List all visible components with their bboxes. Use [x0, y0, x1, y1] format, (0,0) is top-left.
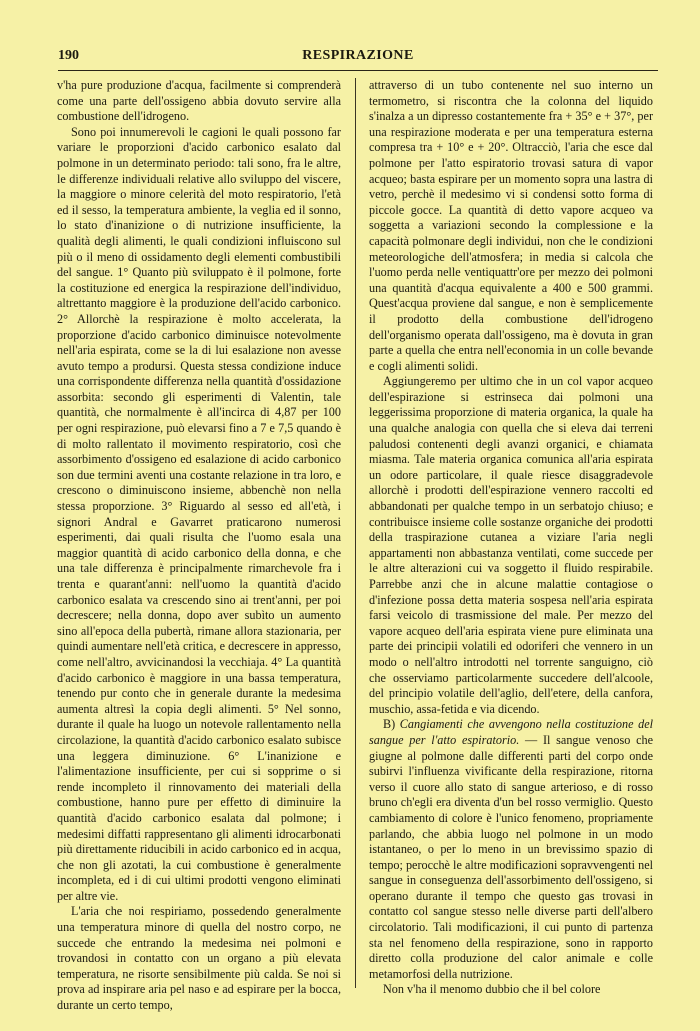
- header-rule: [58, 70, 658, 71]
- section-text: — Il sangue venoso che giugne al polmone dalle differenti parti del corpo onde subirvi l'influenza vivificante della respirazione, ritorna verso il cuore allo stato di sangue arterioso, e di rosso bruno ch'egli era diventa d'un bel rosso vermiglio. Questo cambiamento di colore è l'unico fenomeno, propriamente parlando, che abbia luogo nel polmone in un modo istantaneo, o per lo meno in un brevissimo spazio di tempo; perocchè le altre modificazioni sopravvengenti nel sangue in conseguenza dell'assorbimento dell'ossigeno, si operano durante il tempo che questo gas trovasi in contatto col sangue stesso nelle diverse parti dell'albero circolatorio. Tali modificazioni, il cui punto di partenza sta nel fenomeno della respirazione, sono in rapporto diretto colla produzione del calor animale e colle metamorfosi della nutrizione.: [369, 732, 653, 981]
- paragraph: v'ha pure produzione d'acqua, facilmente si comprenderà come una parte dell'ossigeno abbia dovuto servire alla combustione dell'idrogeno.: [57, 78, 341, 124]
- paragraph: attraverso di un tubo contenente nel suo interno un termometro, si riscontra che la colonna del liquido s'inalza a un dipresso costantemente fra + 35° e + 37°, per una respirazione moderata e per una temperatura esterna compresa tra + 10° e + 20°. Oltracciò, l'aria che esce dal polmone per l'atto espiratorio trovasi satura di vapor acqueo; basta espirare per un momento sopra una lastra di vetro, perchè il medesimo vi si condensi sotto forma di piccole gocce. La quantità di detto vapore acqueo va soggetta a variazioni secondo la complessione e la capacità polmonare degli individui, non che le condizioni meteorologiche dell'atmosfera; in media si calcola che l'uomo perda nelle ventiquattr'ore per mezzo dei polmoni una quantità d'acqua equivalente a 400 e 500 grammi. Quest'acqua proviene dal sangue, e non è semplicemente il prodotto della combustione dell'idrogeno dell'organismo operata dall'ossigeno, ma è dovuta in gran parte a quella che entra nell'economia in un colle bevande e cogli alimenti solidi.: [369, 78, 653, 373]
- left-column: [57, 78, 341, 1013]
- section-b-paragraph: [369, 717, 653, 982]
- paragraph: Non v'ha il menomo dubbio che il bel colore: [383, 982, 601, 997]
- section-label: B): [383, 717, 396, 732]
- paragraph: L'aria che noi respiriamo, possedendo generalmente una temperatura minore di quella del nostro corpo, ne succede che entrando la medesima nei polmoni e trovandosi in contatto con un organo a più elevata temperatura, ne risorte sensibilmente più calda. Se noi si prova ad inspirare aria pel naso e ad espirare per la bocca, durante un certo tempo,: [57, 904, 341, 1013]
- paragraph: Sono poi innumerevoli le cagioni le quali possono far variare le proporzioni d'acido carbonico esalato dal polmone in un determinato periodo: tali sono, fra le altre, le differenze individuali relative allo sviluppo del viscere, la maggiore o minore celerità del moto respiratorio, l'età ed il sesso, la temperatura ambiente, la veglia ed il sonno, lo stato d'inanizione o di nutrizione insufficiente, la qualità degli alimenti, le quali condizioni influiscono sul più o il meno di ossidamento degli elementi combustibili del sangue. 1° Quanto più sviluppato è il polmone, forte la costituzione ed energica la respirazione dell'individuo, altrettanto maggiore è la produzione dell'acido carbonico. 2° Allorchè la respirazione è molto accelerata, la proporzione d'acido carbonico diminuisce notevolmente nell'aria espirata, come se la di lui esalazione non avesse avuto tempo a prodursi. Questa stessa condizione induce una corrispondente differenza nella quantità d'ossidazione assorbita: secondo gli esperimenti di Valentin, tale quantità, che normalmente è all'incirca di 4,87 per 100 per ogni respirazione, può elevarsi fino a 7 e 7,5 quando è di molto rallentato il movimento respiratorio, così che assorbimento d'ossigeno ed esalazione di acido carbonico son due termini aventi una costante relazione in tra loro, e crescono o diminuiscono insieme, abbenchè non nella stessa proporzione. 3° Riguardo al sesso ed all'età, i signori Andral e Gavarret praticarono numerosi esperimenti, dai quali risulta che l'uomo esala una maggior quantità di acido carbonico della donna, e che una tale differenza è principalmente rimarchevole fra i trenta e quarant'anni: nell'uomo la quantità d'acido carbonico esalata va crescendo sino ai trent'anni, per poi decrescere; nella donna, dopo aver subìto un aumento sino all'epoca della pubertà, rimane allora stazionaria, per quindi aumentare nell'età critica, e decrescere in appresso, come nell'altro, avvicinandosi la vecchiaja. 4° La quantità d'acido carbonico è maggiore in una bassa temperatura, tenendo pur conto che in generale durante la medesima aumenta altresì la copia degli alimenti. 5° Nel sonno, durante il quale ha luogo un notevole rallentamento nella circolazione, la quantità d'acido carbonico esalato subisce una leggera diminuzione. 6° L'inanizione e l'alimentazione insufficiente, per cui si sopprime o si rende incompleto il rinnovamento dei materiali della combustione, hanno pure per effetto di diminuire la quantità d'acido carbonico esalata dal polmone; i medesimi diffatti rappresentano gli alimenti idrocarbonati più direttamente riducibili in acido carbonico ed in acqua, che non gli azotati, la cui combustione è generalmente incompleta, ed i di cui ultimi prodotti vengono eliminati per altre vie.: [57, 124, 341, 903]
- right-column: [369, 78, 653, 996]
- page-header: [58, 48, 658, 66]
- section-heading: Cangiamenti che avvengono nella costituzione del sangue per l'atto espiratorio.: [369, 717, 653, 747]
- page-number: 190: [58, 48, 79, 63]
- column-divider: [355, 78, 356, 988]
- paragraph: Aggiungeremo per ultimo che in un col vapor acqueo dell'espirazione si estrinseca dai polmoni una leggerissima proporzione di materia organica, la quale ha una qualche analogia con quella che si eleva dai terreni paludosi contenenti degli avanzi organici, e chiamata miasma. Tale materia organica comunica all'aria espirata un odore particolare, il quale riesce disaggradevole allorchè i prodotti dell'espirazione vennero raccolti ed abbandonati per qualche tempo in un serbatojo chiuso; e contribuisce insieme colle sostanze organiche dei prodotti della traspirazione cutanea a viziare l'aria negli appartamenti non abbastanza ventilati, come succede per le altre alterazioni cui va soggetto il fluido respirabile. Parrebbe anzi che in alcune malattie contagiose o d'infezione possa detta materia sospesa nell'aria espirata farsi veicolo di trasmissione del male. Per mezzo del vapore acqueo dell'aria espirata viene pure eliminata una parte dei principii volatili ed odoriferi che vennero in un modo o nell'altro introdotti nel torrente sanguigno, ciò che osserviamo particolarmente succedere dell'alcoole, del principio volatile dell'aglio, dell'etere, della canfora, muschio, assa-fetida e via dicendo.: [369, 374, 653, 716]
- running-title: RESPIRAZIONE: [302, 48, 414, 63]
